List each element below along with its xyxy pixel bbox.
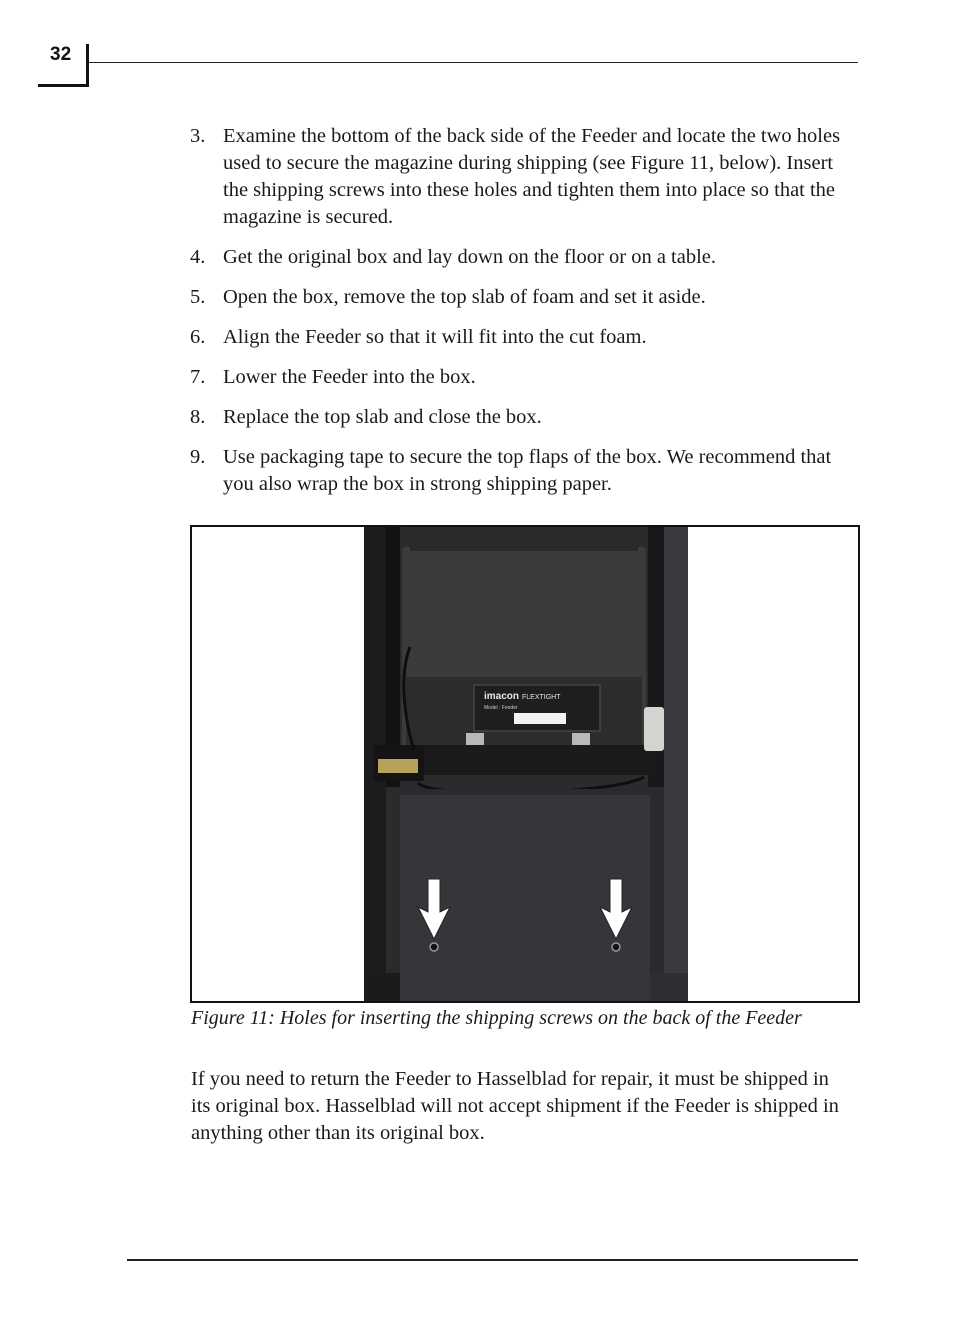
bracket-right: [572, 733, 590, 747]
feeder-photo: [192, 527, 858, 1001]
step-text: Get the original box and lay down on the floor or on a table.: [223, 246, 717, 268]
step-4: [190, 244, 860, 271]
footer-rule: [127, 1259, 858, 1261]
header-rule: [88, 62, 858, 63]
step-number: 4.: [190, 246, 206, 268]
header-corner-underline: [38, 84, 89, 87]
magazine-top-strip: [410, 527, 638, 551]
feeder-rail: [404, 745, 656, 775]
step-number: 7.: [190, 366, 206, 388]
back-plate-edge: [400, 789, 650, 795]
step-text: Replace the top slab and close the box.: [223, 406, 542, 428]
step-3: [190, 123, 860, 231]
label-product: FLEXTIGHT: [522, 694, 561, 701]
step-list: [190, 123, 860, 511]
screw-hole-left: [430, 943, 438, 951]
page-number: 32: [50, 44, 72, 65]
step-6: [190, 324, 860, 351]
return-paragraph: If you need to return the Feeder to Hasselblad for repair, it must be shipped in its original box. Hasselblad will not accept shipment if the Feeder is shipped in anything other than its original box.: [191, 1068, 839, 1144]
housing-foot-right: [650, 973, 688, 1001]
step-9: [190, 444, 860, 498]
step-text: Open the box, remove the top slab of foam and set it aside.: [223, 286, 706, 308]
step-number: 9.: [190, 446, 206, 468]
screw-hole-right: [612, 943, 620, 951]
step-text: Align the Feeder so that it will fit into the cut foam.: [223, 326, 647, 348]
step-8: [190, 404, 860, 431]
step-5: [190, 284, 860, 311]
housing-foot-left: [364, 973, 400, 1001]
roller-block: [644, 707, 664, 751]
connector-pins: [378, 759, 418, 773]
step-number: 6.: [190, 326, 206, 348]
header-corner-bar: [86, 44, 89, 87]
step-text: Lower the Feeder into the box.: [223, 366, 476, 388]
housing-right-wall: [664, 527, 688, 1001]
figure-caption: Figure 11: Holes for inserting the shipping screws on the back of the Feeder: [191, 1007, 802, 1029]
step-number: 3.: [190, 125, 206, 147]
label-model: Model : Feeder: [484, 705, 518, 711]
step-text: Use packaging tape to secure the top flaps of the box. We recommend that you also wrap the box in strong shipping paper.: [223, 446, 832, 495]
bracket-left: [466, 733, 484, 747]
step-number: 5.: [190, 286, 206, 308]
serial-sticker: [514, 713, 566, 724]
step-number: 8.: [190, 406, 206, 428]
label-brand: imacon: [484, 691, 520, 702]
step-text: Examine the bottom of the back side of the Feeder and locate the two holes used to secure the magazine during shipping (see Figure 11, below). Insert the shipping screws into these holes and tighten them into place so that the magazine is secured.: [223, 125, 841, 228]
figure-11: [190, 525, 860, 1003]
step-7: [190, 364, 860, 391]
